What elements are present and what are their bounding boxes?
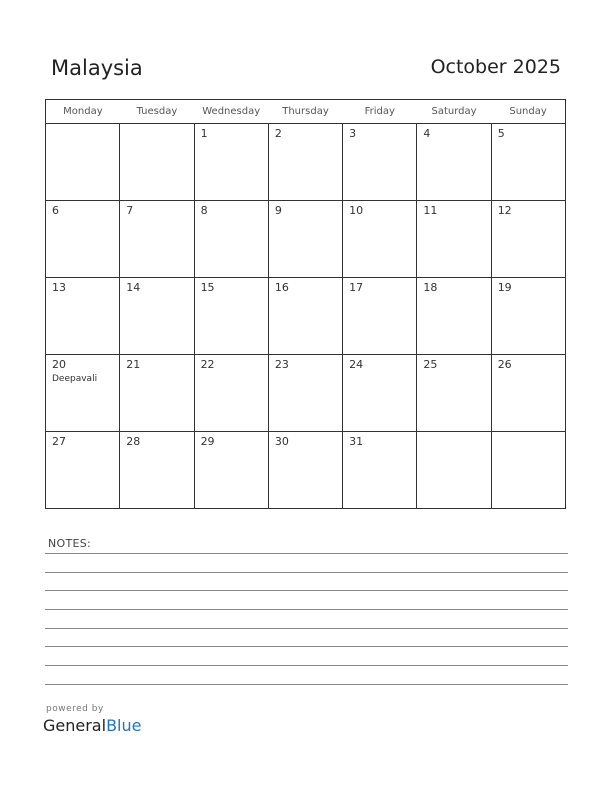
day-cell — [343, 355, 417, 432]
day-cell — [417, 201, 491, 278]
day-cell — [46, 278, 120, 355]
note-line — [45, 590, 568, 591]
month-title: October 2025 — [430, 56, 561, 78]
generalblue-logo — [43, 716, 141, 735]
weekday-header: Tuesday — [120, 100, 194, 124]
day-cell — [417, 124, 491, 201]
week-row — [46, 355, 566, 432]
day-number: 1 — [200, 127, 208, 140]
day-cell — [491, 201, 565, 278]
day-number: 11 — [423, 204, 438, 217]
weekday-header: Saturday — [417, 100, 491, 124]
day-cell — [268, 432, 342, 509]
holiday-label: Deepavali — [52, 374, 98, 384]
week-row — [46, 278, 566, 355]
day-number: 3 — [349, 127, 357, 140]
day-number: 27 — [52, 435, 66, 448]
day-number: 25 — [423, 358, 438, 371]
day-number: 16 — [274, 281, 289, 294]
day-number: 31 — [349, 435, 364, 448]
day-cell — [268, 201, 342, 278]
weekday-header: Friday — [343, 100, 417, 124]
weekday-header: Sunday — [491, 100, 565, 124]
calendar-grid — [45, 99, 566, 509]
day-cell — [491, 124, 565, 201]
day-number: 20 — [52, 358, 66, 371]
note-line — [45, 609, 568, 610]
week-row — [46, 432, 566, 509]
day-number: 6 — [52, 204, 59, 217]
logo-text-blue: Blue — [106, 716, 142, 735]
day-number: 26 — [497, 358, 512, 371]
day-cell — [194, 201, 268, 278]
day-number: 28 — [126, 435, 141, 448]
day-cell — [46, 355, 120, 432]
day-number: 29 — [200, 435, 215, 448]
day-cell — [417, 278, 491, 355]
day-number: 2 — [274, 127, 282, 140]
day-cell — [46, 124, 120, 201]
day-number: 24 — [349, 358, 364, 371]
logo-text-general: General — [43, 716, 107, 735]
note-line — [45, 572, 568, 573]
day-cell — [417, 355, 491, 432]
day-cell — [417, 432, 491, 509]
day-cell — [343, 201, 417, 278]
note-line — [45, 553, 568, 554]
day-number: 19 — [497, 281, 512, 294]
weekday-header: Thursday — [268, 100, 342, 124]
week-row — [46, 124, 566, 201]
day-cell — [120, 201, 194, 278]
week-row — [46, 201, 566, 278]
day-number: 18 — [423, 281, 438, 294]
note-line — [45, 665, 568, 666]
note-line — [45, 628, 568, 629]
note-line — [45, 646, 568, 647]
day-number: 15 — [200, 281, 215, 294]
day-number: 5 — [497, 127, 505, 140]
day-cell — [120, 278, 194, 355]
day-cell — [343, 278, 417, 355]
day-cell — [194, 124, 268, 201]
day-cell — [194, 355, 268, 432]
day-cell — [491, 355, 565, 432]
day-number: 21 — [126, 358, 141, 371]
day-cell — [120, 355, 194, 432]
day-number: 30 — [274, 435, 289, 448]
day-number: 4 — [423, 127, 431, 140]
powered-by-text: powered by — [46, 704, 104, 714]
notes-label: NOTES: — [48, 537, 92, 550]
day-number: 14 — [126, 281, 141, 294]
day-number: 9 — [274, 204, 282, 217]
day-number: 22 — [200, 358, 215, 371]
day-cell — [268, 124, 342, 201]
day-cell — [491, 432, 565, 509]
weekday-header: Wednesday — [194, 100, 268, 124]
day-cell — [491, 278, 565, 355]
day-number: 12 — [497, 204, 512, 217]
day-cell — [46, 432, 120, 509]
day-cell — [343, 432, 417, 509]
weekday-header-row — [46, 100, 566, 124]
day-cell — [194, 278, 268, 355]
day-cell — [268, 278, 342, 355]
note-line — [45, 684, 568, 685]
day-cell — [46, 201, 120, 278]
day-number: 10 — [349, 204, 364, 217]
day-number: 13 — [52, 281, 66, 294]
day-cell — [120, 124, 194, 201]
day-cell — [268, 355, 342, 432]
day-number: 23 — [274, 358, 289, 371]
day-number: 8 — [200, 204, 208, 217]
day-number: 7 — [126, 204, 134, 217]
day-number: 17 — [349, 281, 364, 294]
day-cell — [343, 124, 417, 201]
weekday-header: Monday — [46, 100, 120, 124]
day-cell — [194, 432, 268, 509]
day-cell — [120, 432, 194, 509]
country-title: Malaysia — [51, 56, 143, 80]
